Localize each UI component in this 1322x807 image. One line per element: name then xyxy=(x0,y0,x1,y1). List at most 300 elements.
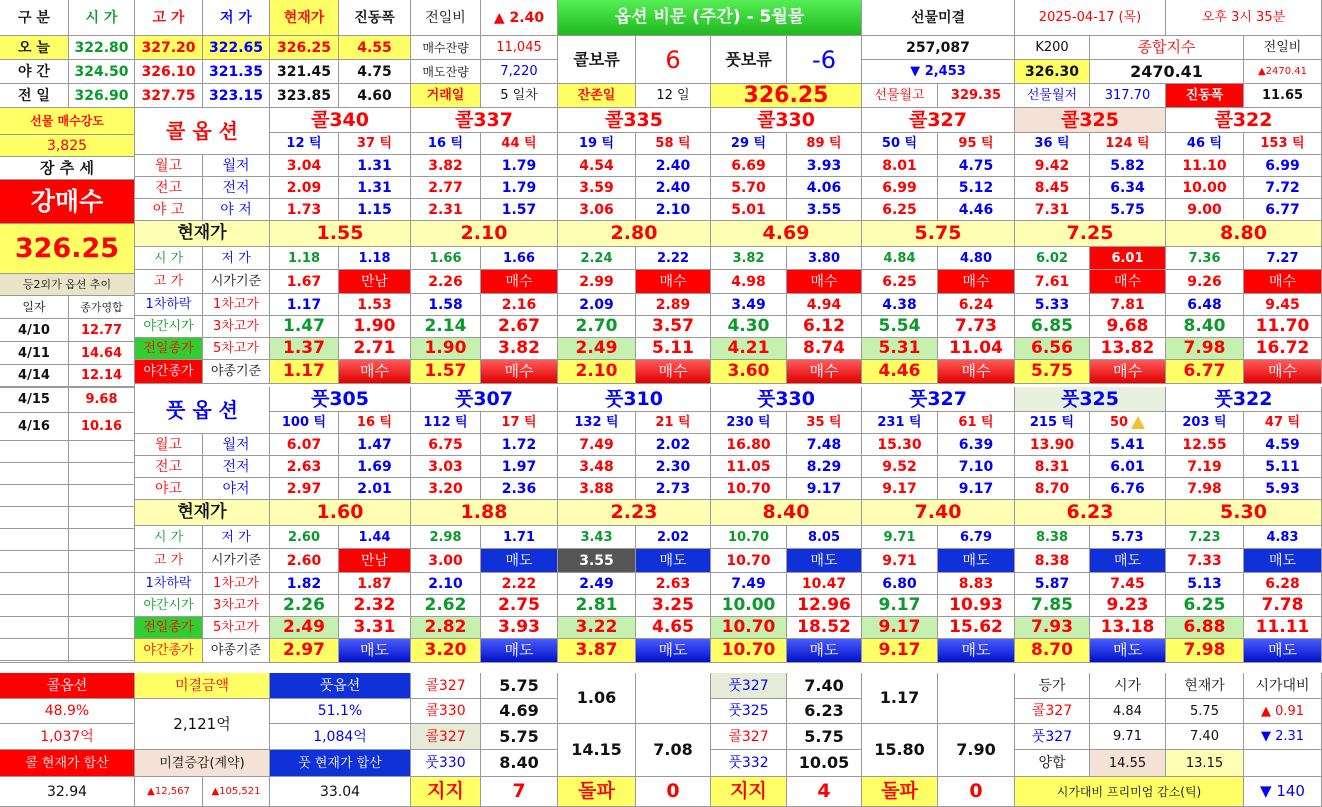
put-ga5: 13.18 xyxy=(1090,617,1166,639)
empty-cell xyxy=(69,595,135,617)
put-wolgo: 16.80 xyxy=(711,434,787,456)
call-tick-1: 19 틱 xyxy=(558,133,636,155)
call-woljeo: 3.93 xyxy=(787,155,862,177)
put-current-price: 5.30 xyxy=(1166,500,1322,526)
call-jeonjong: 7.98 xyxy=(1166,338,1244,360)
put-jeoga: 8.05 xyxy=(787,526,862,549)
trend-row-value: 12.14 xyxy=(69,365,135,387)
call-tick-2: 153 틱 xyxy=(1244,133,1322,155)
header-big-price: 326.25 xyxy=(711,84,862,108)
call-signal: 매수 xyxy=(1244,270,1322,294)
left-big-price: 326.25 xyxy=(0,224,135,274)
put-signal: 매도 xyxy=(636,549,711,573)
put-tick-2: 21 틱 xyxy=(636,412,711,434)
put-goga: 3.00 xyxy=(411,549,481,573)
call-woljeo: 6.99 xyxy=(1244,155,1322,177)
trade-day-label: 거래일 xyxy=(411,84,481,108)
call-yasiga: 2.70 xyxy=(558,316,636,338)
call-woljeo: 2.40 xyxy=(636,155,711,177)
call-yajeo: 3.55 xyxy=(787,199,862,221)
call-label-siga: 시 가 xyxy=(135,247,203,270)
call-yajong: 1.57 xyxy=(411,360,481,384)
breakout-label-1: 돌파 xyxy=(558,777,636,807)
call-jeoga: 2.22 xyxy=(636,247,711,270)
call-current-price: 7.25 xyxy=(1015,221,1166,247)
fut-month-high: 329.35 xyxy=(938,84,1015,108)
put-jeonjong: 7.93 xyxy=(1015,617,1090,639)
put-ga5: 3.31 xyxy=(339,617,411,639)
put-night-signal: 매도 xyxy=(938,639,1015,663)
put-mini-name: 풋332 xyxy=(711,750,787,777)
summary-call-open: 4.84 xyxy=(1090,699,1166,724)
call-label-jeoga: 저 가 xyxy=(203,247,270,270)
call-ga1: 4.94 xyxy=(787,294,862,316)
put-jeongo: 7.19 xyxy=(1166,456,1244,478)
call-siga: 1.66 xyxy=(411,247,481,270)
put-woljeo: 5.41 xyxy=(1090,434,1166,456)
empty-cell xyxy=(1244,750,1322,777)
call-tick-2: 58 틱 xyxy=(636,133,711,155)
empty-cell xyxy=(69,463,135,485)
put-strike-name: 풋327 xyxy=(862,387,1015,412)
header-current: 현재가 xyxy=(270,0,339,36)
call-ga1: 2.89 xyxy=(636,294,711,316)
summary-header: 등가 xyxy=(1015,673,1090,699)
put-tick-1: 230 틱 xyxy=(711,412,787,434)
empty-cell xyxy=(0,485,69,507)
open-night: 324.50 xyxy=(69,60,135,84)
call-ha1: 1.58 xyxy=(411,294,481,316)
call-jeonjeo: 2.40 xyxy=(636,177,711,199)
call-siga: 4.84 xyxy=(862,247,938,270)
call-yajong: 2.10 xyxy=(558,360,636,384)
call-jeongo: 8.45 xyxy=(1015,177,1090,199)
call-strike-name: 콜340 xyxy=(270,108,411,133)
put-yajeo: 9.17 xyxy=(938,478,1015,500)
call-tick-1: 46 틱 xyxy=(1166,133,1244,155)
call-night-signal: 매수 xyxy=(787,360,862,384)
put-label-base: 시가기준 xyxy=(203,549,270,573)
put-siga: 3.43 xyxy=(558,526,636,549)
buy-remain: 11,045 xyxy=(481,36,558,60)
call-strike-name: 콜325 xyxy=(1015,108,1166,133)
call-yago: 7.31 xyxy=(1015,199,1090,221)
header-prev-diff: ▲ 2.40 xyxy=(481,0,558,36)
put-jeoga: 4.83 xyxy=(1244,526,1322,549)
spacer xyxy=(0,387,135,388)
empty-cell xyxy=(0,551,69,573)
put-ga5: 15.62 xyxy=(938,617,1015,639)
trend-row-date: 4/11 xyxy=(0,342,69,365)
empty-cell xyxy=(69,441,135,463)
put-wolgo: 13.90 xyxy=(1015,434,1090,456)
put-mini-avg: 7.90 xyxy=(938,724,1015,777)
put-ga3: 12.96 xyxy=(787,595,862,617)
call-ga3: 3.57 xyxy=(636,316,711,338)
futures-oi: 257,087 xyxy=(862,36,1015,60)
call-yasiga: 5.54 xyxy=(862,316,938,338)
put-yajong: 8.70 xyxy=(1015,639,1090,663)
put-hold-label: 풋보류 xyxy=(711,36,787,84)
call-woljeo: 1.79 xyxy=(481,155,558,177)
call-label-jeonjeo: 전저 xyxy=(203,177,270,199)
call-night-signal: 매수 xyxy=(339,360,411,384)
put-label-ha1: 1차하락 xyxy=(135,573,203,595)
put-yajeo: 6.76 xyxy=(1090,478,1166,500)
header-range: 진동폭 xyxy=(339,0,411,36)
high-night: 326.10 xyxy=(135,60,203,84)
put-ga1: 2.63 xyxy=(636,573,711,595)
trend-label: 장 추 세 xyxy=(0,157,135,180)
trend-value: 강매수 xyxy=(0,180,135,224)
call-siga: 2.24 xyxy=(558,247,636,270)
oi-amount: 2,121억 xyxy=(135,699,270,750)
call-yajong: 3.60 xyxy=(711,360,787,384)
summary-header: 시가 xyxy=(1090,673,1166,699)
call-current-price: 4.69 xyxy=(711,221,862,247)
call-yajong: 1.17 xyxy=(270,360,339,384)
call-signal: 매수 xyxy=(787,270,862,294)
put-yajeo: 5.93 xyxy=(1244,478,1322,500)
call-yajeo: 6.77 xyxy=(1244,199,1322,221)
call-mini-diff: 1.06 xyxy=(558,673,636,724)
put-jeongo: 9.52 xyxy=(862,456,938,478)
put-current-price: 7.40 xyxy=(862,500,1015,526)
fut-month-low: 317.70 xyxy=(1090,84,1166,108)
put-strike-name: 풋322 xyxy=(1166,387,1322,412)
call-yajeo: 1.15 xyxy=(339,199,411,221)
call-jeongo: 5.70 xyxy=(711,177,787,199)
bottom-oi-label: 미결금액 xyxy=(135,673,270,699)
call-mini-name: 콜327 xyxy=(411,673,481,699)
fut-strength: 3,825 xyxy=(0,135,135,157)
empty-cell xyxy=(69,617,135,639)
call-ga1: 6.24 xyxy=(938,294,1015,316)
call-label-yago: 야 고 xyxy=(135,199,203,221)
call-tick-2: 89 틱 xyxy=(787,133,862,155)
put-woljeo: 1.72 xyxy=(481,434,558,456)
put-strike-name: 풋310 xyxy=(558,387,711,412)
put-yasiga: 6.25 xyxy=(1166,595,1244,617)
put-strike-name: 풋330 xyxy=(711,387,862,412)
bottom-call-label: 콜옵션 xyxy=(0,673,135,699)
put-jeonjeo: 5.11 xyxy=(1244,456,1322,478)
call-tick-1: 29 틱 xyxy=(711,133,787,155)
call-yajeo: 4.46 xyxy=(938,199,1015,221)
call-sum-label: 콜 현재가 합산 xyxy=(0,750,135,777)
summary-call-current: 5.75 xyxy=(1166,699,1244,724)
put-jeongo: 11.05 xyxy=(711,456,787,478)
oi-change-1: ▲12,567 xyxy=(135,777,203,807)
put-ga3: 2.75 xyxy=(481,595,558,617)
put-current-price: 1.88 xyxy=(411,500,558,526)
put-label-jeonjong: 전일종가 xyxy=(135,617,203,639)
current-today: 326.25 xyxy=(270,36,339,60)
trend-row-value: 12.77 xyxy=(69,319,135,342)
put-signal: 매도 xyxy=(481,549,558,573)
call-ga1: 1.53 xyxy=(339,294,411,316)
low-night: 321.35 xyxy=(203,60,270,84)
call-jeonjeo: 6.34 xyxy=(1090,177,1166,199)
call-current-price: 5.75 xyxy=(862,221,1015,247)
put-current-price: 6.23 xyxy=(1015,500,1166,526)
put-tick-2: 35 틱 xyxy=(787,412,862,434)
call-jeongo: 3.59 xyxy=(558,177,636,199)
trend-row-date: 4/14 xyxy=(0,365,69,387)
call-mini-value: 4.69 xyxy=(481,699,558,724)
yanghap-open: 14.55 xyxy=(1090,750,1166,777)
remain-day: 12 일 xyxy=(636,84,711,108)
put-jeonjeo: 8.29 xyxy=(787,456,862,478)
put-ga3: 10.93 xyxy=(938,595,1015,617)
call-jeonjeo: 5.12 xyxy=(938,177,1015,199)
put-mini-name: 풋327 xyxy=(711,673,787,699)
oi-change-2: ▲105,521 xyxy=(203,777,270,807)
call-ha1: 2.09 xyxy=(558,294,636,316)
put-mini-value: 7.40 xyxy=(787,673,862,699)
warning-icon xyxy=(1131,416,1145,429)
put-tick-2: 17 틱 xyxy=(481,412,558,434)
put-label-jeonjeo: 전저 xyxy=(203,456,270,478)
put-ga1: 1.87 xyxy=(339,573,411,595)
call-tick-2: 37 틱 xyxy=(339,133,411,155)
call-goga: 2.99 xyxy=(558,270,636,294)
put-yasiga: 7.85 xyxy=(1015,595,1090,617)
put-mini-name: 콜327 xyxy=(711,724,787,750)
put-siga: 2.98 xyxy=(411,526,481,549)
summary-put-name: 풋327 xyxy=(1015,724,1090,750)
call-jeoga: 1.18 xyxy=(339,247,411,270)
call-signal: 매수 xyxy=(481,270,558,294)
call-goga: 7.61 xyxy=(1015,270,1090,294)
kospi-prev-label: 전일비 xyxy=(1244,36,1322,60)
put-sum-label: 풋 현재가 합산 xyxy=(270,750,411,777)
put-ga1: 2.22 xyxy=(481,573,558,595)
put-tick-2: 16 틱 xyxy=(339,412,411,434)
fut-month-low-label: 선물월저 xyxy=(1015,84,1090,108)
yanghap-label: 양합 xyxy=(1015,750,1090,777)
put-label-ga3: 3차고가 xyxy=(203,595,270,617)
empty-cell xyxy=(0,639,69,661)
call-ga3: 1.90 xyxy=(339,316,411,338)
call-yago: 5.01 xyxy=(711,199,787,221)
put-yasiga: 2.26 xyxy=(270,595,339,617)
call-jeongo: 2.09 xyxy=(270,177,339,199)
call-ga3: 11.70 xyxy=(1244,316,1322,338)
call-current-price: 1.55 xyxy=(270,221,411,247)
call-current-price: 2.80 xyxy=(558,221,711,247)
call-mini-value: 8.40 xyxy=(481,750,558,777)
put-jeoga: 5.73 xyxy=(1090,526,1166,549)
call-hold: 6 xyxy=(636,36,711,84)
put-signal: 매도 xyxy=(938,549,1015,573)
put-yasiga: 2.81 xyxy=(558,595,636,617)
put-siga: 10.70 xyxy=(711,526,787,549)
call-ga3: 9.68 xyxy=(1090,316,1166,338)
put-mini-diff: 1.17 xyxy=(862,673,938,724)
call-ha1: 5.33 xyxy=(1015,294,1090,316)
call-mini-value: 5.75 xyxy=(481,673,558,699)
call-label-ga5: 5차고가 xyxy=(203,338,270,360)
call-night-signal: 매수 xyxy=(1244,360,1322,384)
call-yasiga: 4.30 xyxy=(711,316,787,338)
put-night-signal: 매도 xyxy=(1090,639,1166,663)
call-tick-1: 50 틱 xyxy=(862,133,938,155)
call-night-signal: 매수 xyxy=(636,360,711,384)
premium-value: ▼ 140 xyxy=(1244,777,1322,807)
breakout-value-1: 0 xyxy=(636,777,711,807)
put-ha1: 7.49 xyxy=(711,573,787,595)
call-jeonjong: 4.21 xyxy=(711,338,787,360)
put-tick-2: 50 xyxy=(1090,412,1166,434)
call-yago: 3.06 xyxy=(558,199,636,221)
high-prev: 327.75 xyxy=(135,84,203,108)
call-siga: 3.82 xyxy=(711,247,787,270)
put-ha1: 1.82 xyxy=(270,573,339,595)
put-strike-name: 풋305 xyxy=(270,387,411,412)
empty-cell xyxy=(69,529,135,551)
put-woljeo: 6.39 xyxy=(938,434,1015,456)
call-yajong: 6.77 xyxy=(1166,360,1244,384)
trend-row-value: 14.64 xyxy=(69,342,135,365)
put-ga5: 3.93 xyxy=(481,617,558,639)
put-night-signal: 매도 xyxy=(787,639,862,663)
summary-call-diff: ▲ 0.91 xyxy=(1244,699,1322,724)
call-hold-label: 콜보류 xyxy=(558,36,636,84)
put-jeongo: 2.63 xyxy=(270,456,339,478)
put-signal: 매도 xyxy=(787,549,862,573)
put-wolgo: 7.49 xyxy=(558,434,636,456)
call-ga3: 6.12 xyxy=(787,316,862,338)
trend-row-value: 10.16 xyxy=(69,413,135,441)
put-jeongo: 8.31 xyxy=(1015,456,1090,478)
put-label-yago: 야고 xyxy=(135,478,203,500)
futures-oi-change: ▼ 2,453 xyxy=(862,60,1015,84)
range2-label: 진동폭 xyxy=(1166,84,1244,108)
call-siga: 1.18 xyxy=(270,247,339,270)
call-strike-name: 콜330 xyxy=(711,108,862,133)
put-yago: 2.97 xyxy=(270,478,339,500)
call-ha1: 1.17 xyxy=(270,294,339,316)
header-goga: 고 가 xyxy=(135,0,203,36)
call-tick-1: 16 틱 xyxy=(411,133,481,155)
call-mini-name: 콜327 xyxy=(411,724,481,750)
call-current-price: 2.10 xyxy=(411,221,558,247)
call-wolgo: 3.04 xyxy=(270,155,339,177)
trend-table-label: 등2외가 옵션 추이 xyxy=(0,274,135,296)
put-jeonjong: 2.49 xyxy=(270,617,339,639)
breakout-label-2: 돌파 xyxy=(862,777,938,807)
put-goga: 10.70 xyxy=(711,549,787,573)
call-ga3: 2.67 xyxy=(481,316,558,338)
put-jeonjong: 2.82 xyxy=(411,617,481,639)
empty-cell xyxy=(69,551,135,573)
call-jeonjeo: 1.79 xyxy=(481,177,558,199)
put-night-signal: 매도 xyxy=(481,639,558,663)
call-mini-name: 콜330 xyxy=(411,699,481,724)
call-night-signal: 매수 xyxy=(1090,360,1166,384)
call-label-wolgo: 월고 xyxy=(135,155,203,177)
put-jeongo: 3.03 xyxy=(411,456,481,478)
call-label-jeongo: 전고 xyxy=(135,177,203,199)
call-ha1: 3.49 xyxy=(711,294,787,316)
put-yago: 9.17 xyxy=(862,478,938,500)
put-ga1: 7.45 xyxy=(1090,573,1166,595)
call-jeoga: 7.27 xyxy=(1244,247,1322,270)
empty-cell xyxy=(0,441,69,463)
call-label-yajong: 야간종가 xyxy=(135,360,203,384)
put-strike-name: 풋325 xyxy=(1015,387,1166,412)
call-tick-2: 44 틱 xyxy=(481,133,558,155)
call-jeongo: 6.99 xyxy=(862,177,938,199)
row-label-night: 야 간 xyxy=(0,60,69,84)
header-prev-diff-label: 전일비 xyxy=(411,0,481,36)
call-yago: 2.31 xyxy=(411,199,481,221)
put-yago: 10.70 xyxy=(711,478,787,500)
put-yajong: 7.98 xyxy=(1166,639,1244,663)
put-label-yajong: 야간종가 xyxy=(135,639,203,663)
fut-month-high-label: 선물월고 xyxy=(862,84,938,108)
put-label-woljeo: 월저 xyxy=(203,434,270,456)
put-wolgo: 6.75 xyxy=(411,434,481,456)
put-jeonjong: 3.22 xyxy=(558,617,636,639)
call-yajong: 5.75 xyxy=(1015,360,1090,384)
header-siga: 시 가 xyxy=(69,0,135,36)
breakout-value-2: 0 xyxy=(938,777,1015,807)
kospi-prev: ▲2470.41 xyxy=(1244,60,1322,84)
header-jeoga: 저 가 xyxy=(203,0,270,36)
remain-day-label: 잔존일 xyxy=(558,84,636,108)
call-night-signal: 매수 xyxy=(481,360,558,384)
put-night-signal: 매도 xyxy=(1244,639,1322,663)
put-label-jeoga: 저 가 xyxy=(203,526,270,549)
put-goga: 9.71 xyxy=(862,549,938,573)
put-jeonjeo: 7.10 xyxy=(938,456,1015,478)
k200-value: 326.30 xyxy=(1015,60,1090,84)
call-ha1: 6.48 xyxy=(1166,294,1244,316)
call-tick-1: 12 틱 xyxy=(270,133,339,155)
put-yasiga: 10.00 xyxy=(711,595,787,617)
call-label-jeonjong: 전일종가 xyxy=(135,338,203,360)
call-wolgo: 9.42 xyxy=(1015,155,1090,177)
fut-strength-label: 선물 매수강도 xyxy=(0,108,135,135)
call-signal: 만남 xyxy=(339,270,411,294)
call-label-yasiga: 야간시가 xyxy=(135,316,203,338)
call-signal: 매수 xyxy=(938,270,1015,294)
put-signal: 매도 xyxy=(1090,549,1166,573)
put-yago: 7.98 xyxy=(1166,478,1244,500)
call-yajong: 4.46 xyxy=(862,360,938,384)
put-mini-sum: 15.80 xyxy=(862,724,938,777)
trend-col-date: 일자 xyxy=(0,296,69,319)
premium-label: 시가대비 프리미엄 감소(틱) xyxy=(1015,777,1244,807)
call-ga5: 8.74 xyxy=(787,338,862,360)
put-ga5: 4.65 xyxy=(636,617,711,639)
put-ga3: 3.25 xyxy=(636,595,711,617)
put-label-ga5: 5차고가 xyxy=(203,617,270,639)
sell-remain: 7,220 xyxy=(481,60,558,84)
put-label-yajongbase: 야종기준 xyxy=(203,639,270,663)
call-label-yajongbase: 야종기준 xyxy=(203,360,270,384)
empty-cell xyxy=(0,463,69,485)
call-jeonjong: 1.37 xyxy=(270,338,339,360)
put-label-jeongo: 전고 xyxy=(135,456,203,478)
call-goga: 9.26 xyxy=(1166,270,1244,294)
call-ga1: 7.81 xyxy=(1090,294,1166,316)
put-jeonjeo: 6.01 xyxy=(1090,456,1166,478)
call-ha1: 4.38 xyxy=(862,294,938,316)
call-wolgo: 4.54 xyxy=(558,155,636,177)
